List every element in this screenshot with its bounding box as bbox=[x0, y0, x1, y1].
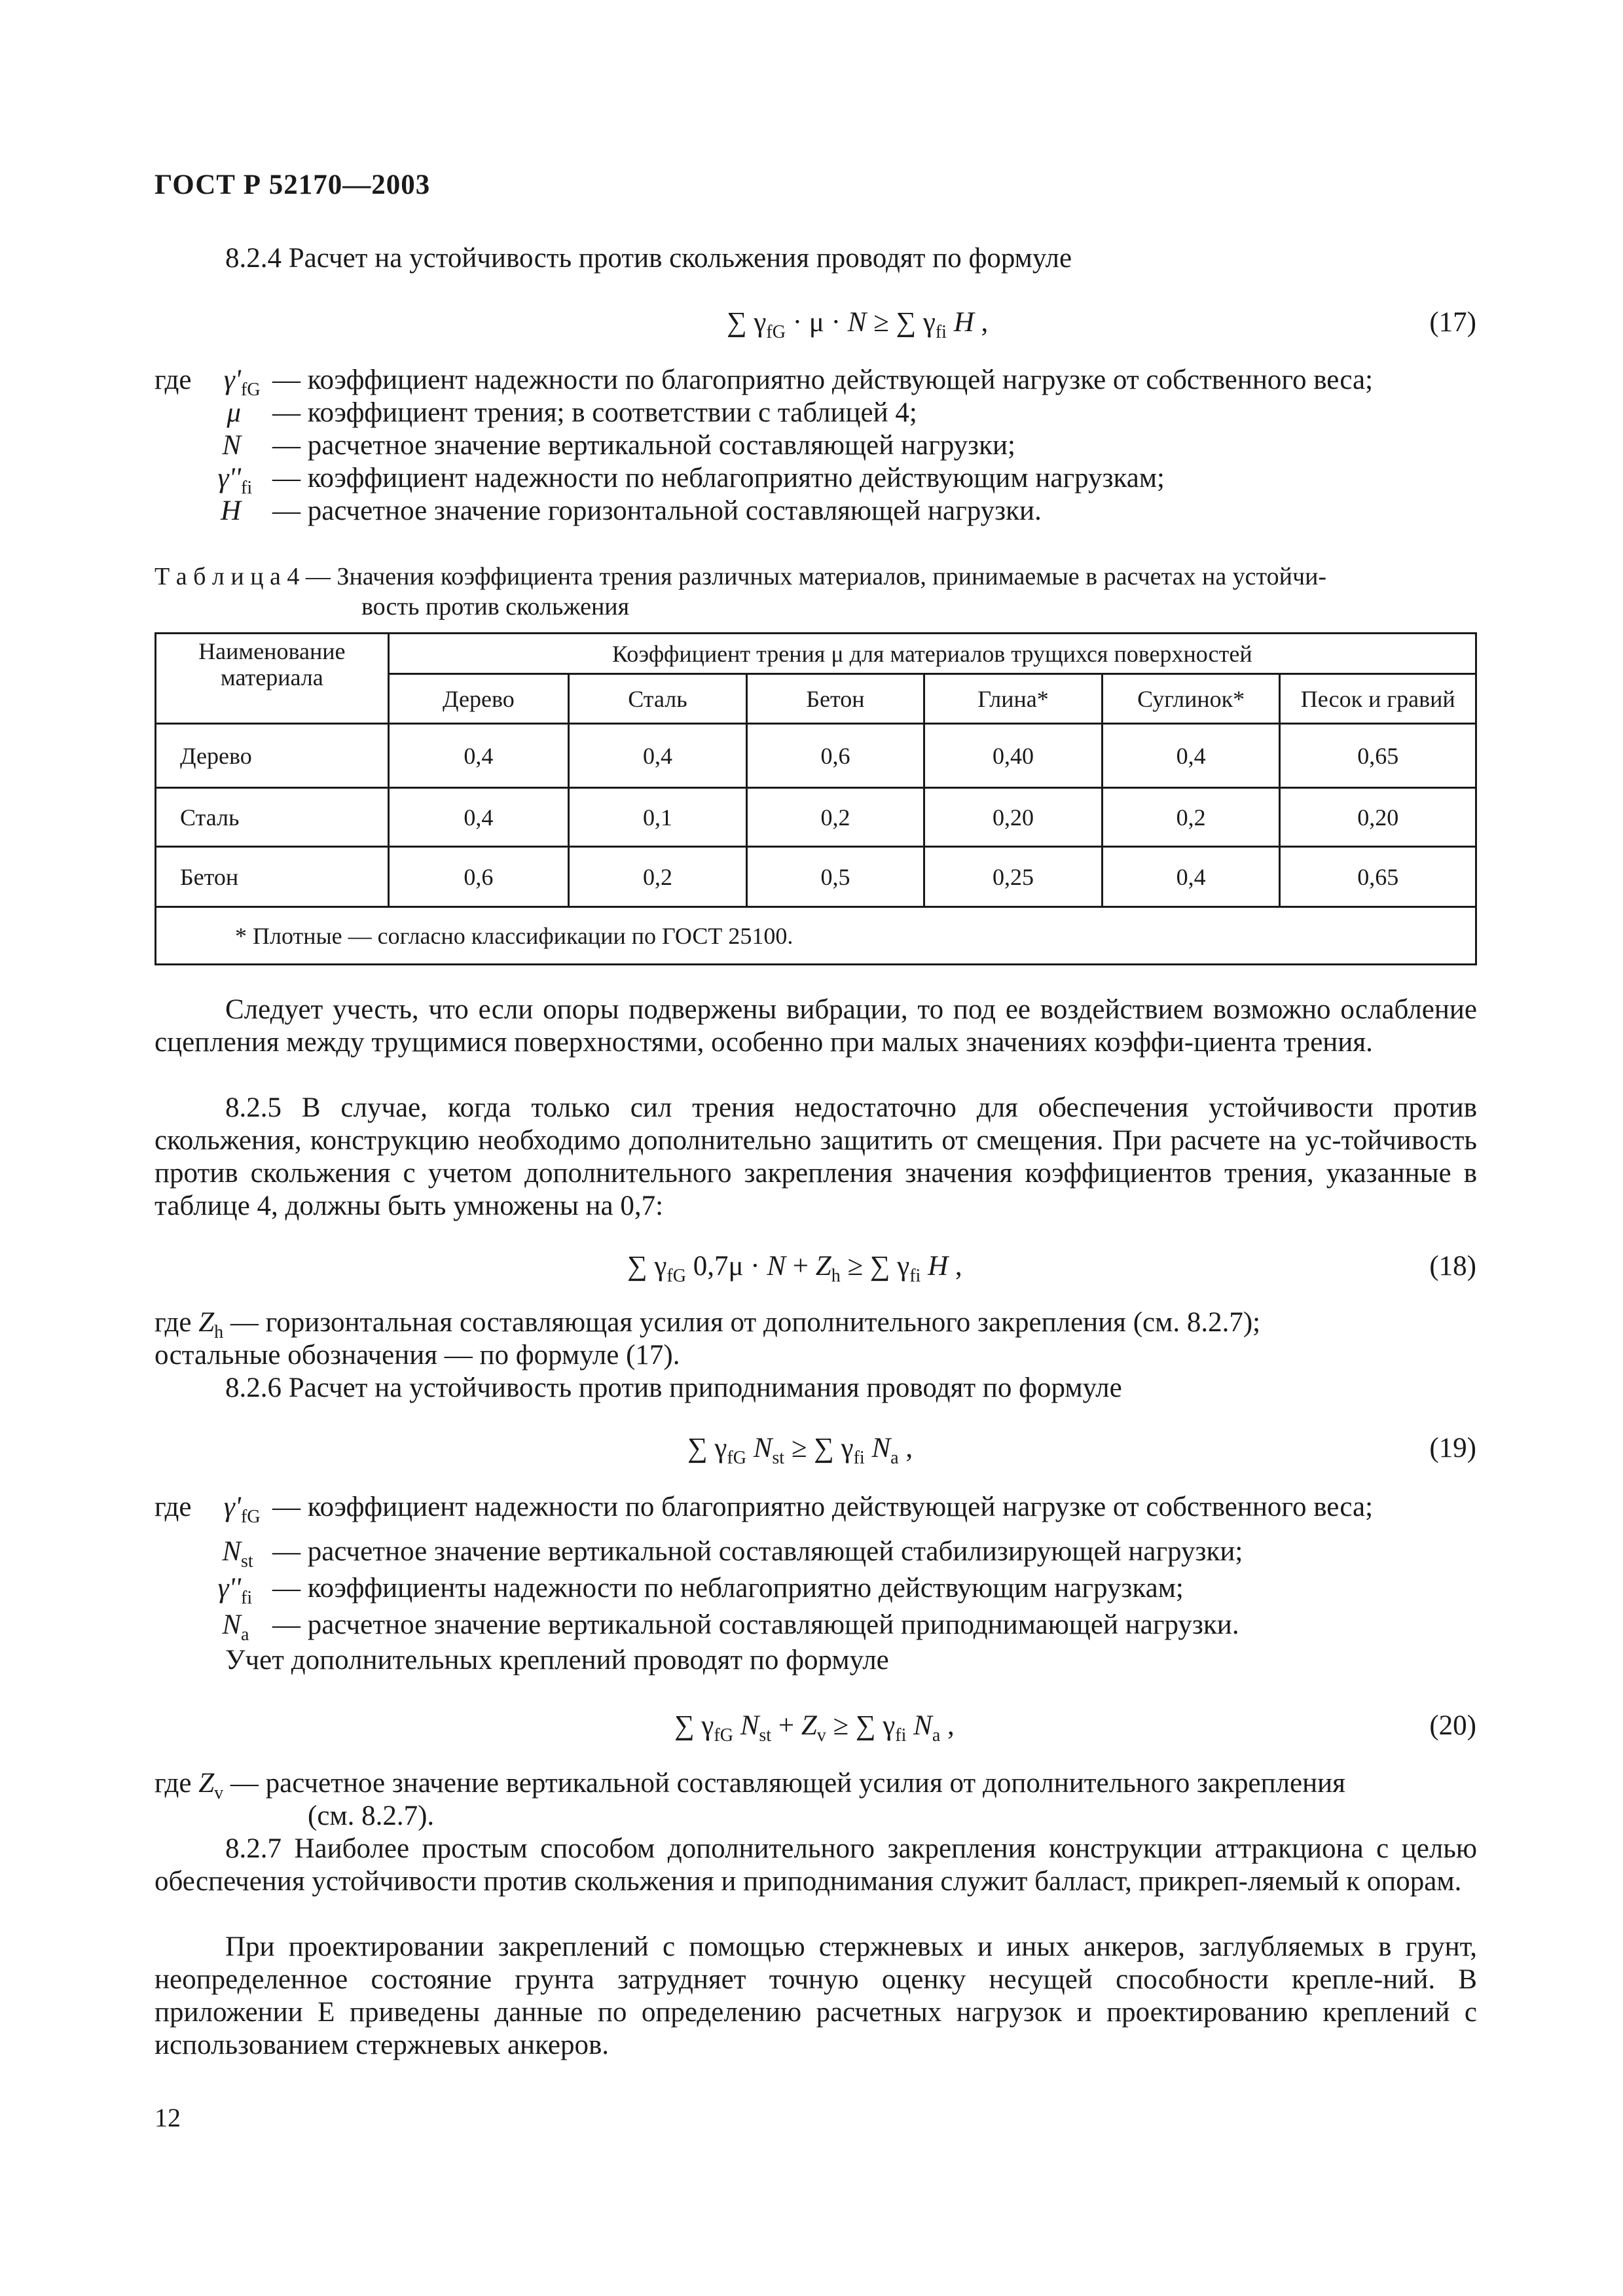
table-4-caption: Т а б л и ц а 4 — Значения коэффициента трения различных материалов, принимаемые в расчетах на устойчи- bbox=[155, 563, 1327, 590]
formula-19-number: (19) bbox=[1429, 1433, 1476, 1463]
definition-row: N — расчетное значение вертикальной составляющей нагрузки; bbox=[222, 430, 1015, 461]
table-4-caption-continued: вость против скольжения bbox=[361, 593, 630, 620]
table-cell: 0,2 bbox=[746, 788, 924, 847]
section-8-2-6-intro: 8.2.6 Расчет на устойчивость против приподнимания проводят по формуле bbox=[225, 1372, 1122, 1403]
formula-19: ∑ $\gamma_{fG}$ $N_{st}$ ≥ ∑ $\gamma_{fi}$ $N_a$ , bbox=[687, 1433, 913, 1468]
document-header: ГОСТ Р 52170—2003 bbox=[155, 170, 431, 200]
definition-row: H — расчетное значение горизонтальной составляющей нагрузки. bbox=[220, 495, 1042, 526]
table-cell: 0,2 bbox=[1102, 788, 1280, 847]
table-cell: 0,4 bbox=[388, 724, 569, 788]
additional-fastenings-intro: Учет дополнительных креплений проводят по формуле bbox=[225, 1645, 889, 1676]
definition-row: γ''fi — коэффициент надежности по неблагоприятно действующим нагрузкам; bbox=[217, 463, 1165, 498]
definition-row: где γ'fG — коэффициент надежности по благоприятно действующей нагрузке от собственного веса; bbox=[155, 1492, 1374, 1527]
table-cell: 0,4 bbox=[1102, 724, 1280, 788]
formula-20: ∑ $\gamma_{fG}$ $N_{st} + Z_v$ ≥ ∑ $\gamma_{fi}$ $N_a$ , bbox=[674, 1710, 955, 1746]
table-cell: 0,6 bbox=[388, 847, 569, 907]
table-cell: 0,20 bbox=[924, 788, 1103, 847]
table-row bbox=[156, 724, 1476, 788]
table-cell: 0,2 bbox=[569, 847, 747, 907]
table-footnote: * Плотные — согласно классификации по ГОСТ 25100. bbox=[156, 907, 1476, 965]
table-cell: 0,4 bbox=[1102, 847, 1280, 907]
formula-17-number: (17) bbox=[1429, 307, 1476, 338]
page-number: 12 bbox=[155, 2103, 181, 2132]
column-header-material: Наименование материала bbox=[156, 634, 389, 724]
definition-row: Na — расчетное значение вертикальной составляющей приподнимающей нагрузки. bbox=[222, 1609, 1239, 1645]
definition-row: Nst — расчетное значение вертикальной составляющей стабилизирующей нагрузки; bbox=[222, 1536, 1243, 1571]
definition-rest: остальные обозначения — по формуле (17). bbox=[155, 1340, 680, 1371]
paragraph-vibration: Следует учесть, что если опоры подвержены вибрации, то под ее воздействием возможно ослабление сцепления между трущимися поверхностями, особенно при малых значениях коэффи-циента трения. bbox=[155, 994, 1477, 1058]
column-group-header: Коэффициент трения μ для материалов трущихся поверхностей bbox=[388, 634, 1476, 674]
table-4 bbox=[155, 632, 1477, 965]
table-header-row bbox=[156, 634, 1476, 674]
formula-18: ∑ $\gamma_{fG}$ $0,7\mu \cdot N + Z_h$ ≥ ∑ $\gamma_{fi}$ H , bbox=[627, 1251, 962, 1286]
column-header: Сталь bbox=[569, 674, 747, 724]
table-cell: 0,25 bbox=[924, 847, 1103, 907]
definition-continued: (см. 8.2.7). bbox=[308, 1801, 435, 1831]
definition-row: γ''fi — коэффициенты надежности по неблагоприятно действующим нагрузкам; bbox=[217, 1573, 1184, 1608]
row-header: Дерево bbox=[156, 724, 389, 788]
formula-18-number: (18) bbox=[1429, 1251, 1476, 1282]
definition-row: где $Z_h$ — горизонтальная составляющая усилия от дополнительного закрепления (см. 8.2.7); bbox=[155, 1307, 1261, 1342]
definition-row: μ — коэффициент трения; в соответствии с таблицей 4; bbox=[227, 397, 917, 428]
table-footnote-row bbox=[156, 907, 1476, 965]
column-header: Глина* bbox=[924, 674, 1103, 724]
definition-row: где $Z_v$ — расчетное значение вертикальной составляющей усилия от дополнительного закрепления bbox=[155, 1768, 1345, 1803]
row-header: Сталь bbox=[156, 788, 389, 847]
column-header: Дерево bbox=[388, 674, 569, 724]
section-8-2-5-text: 8.2.5 В случае, когда только сил трения недостаточно для обеспечения устойчивости против скольжения, конструкцию необходимо дополнительно защитить от смещения. При расчете на ус-тойчивость против скольжения с учетом дополнительного закрепления значения коэффициентов трения, указанные в таблице 4, должны быть умножены на 0,7: bbox=[155, 1092, 1477, 1221]
table-cell: 0,65 bbox=[1280, 847, 1476, 907]
section-8-2-7-text: 8.2.7 Наиболее простым способом дополнительного закрепления конструкции аттракциона с целью обеспечения устойчивости против скольжения и приподнимания служит балласт, прикреп-ляемый к опорам. bbox=[155, 1833, 1477, 1897]
table-cell: 0,20 bbox=[1280, 788, 1476, 847]
definition-row: где γ'fG — коэффициент надежности по благоприятно действующей нагрузке от собственного веса; bbox=[155, 365, 1374, 400]
table-cell: 0,5 bbox=[746, 847, 924, 907]
table-cell: 0,4 bbox=[388, 788, 569, 847]
table-cell: 0,6 bbox=[746, 724, 924, 788]
column-header: Бетон bbox=[746, 674, 924, 724]
column-header: Суглинок* bbox=[1102, 674, 1280, 724]
table-cell: 0,1 bbox=[569, 788, 747, 847]
table-cell: 0,65 bbox=[1280, 724, 1476, 788]
table-row bbox=[156, 788, 1476, 847]
row-header: Бетон bbox=[156, 847, 389, 907]
section-8-2-7-text-2: При проектировании закреплений с помощью стержневых и иных анкеров, заглубляемых в грунт, неопределенное состояние грунта затрудняет точную оценку несущей способности крепле-ний. В приложении Е приведены данные по определению расчетных нагрузок и проектированию креплений с использованием стержневых анкеров. bbox=[155, 1931, 1477, 2060]
formula-20-number: (20) bbox=[1429, 1710, 1476, 1741]
column-header: Песок и гравий bbox=[1280, 674, 1476, 724]
table-cell: 0,4 bbox=[569, 724, 747, 788]
table-cell: 0,40 bbox=[924, 724, 1103, 788]
section-8-2-4-intro: 8.2.4 Расчет на устойчивость против скольжения проводят по формуле bbox=[225, 243, 1072, 274]
table-row bbox=[156, 847, 1476, 907]
formula-17: ∑ $\gamma_{fG} \cdot \mu \cdot N$ ≥ ∑ $\gamma_{fi}$ H , bbox=[727, 307, 989, 342]
